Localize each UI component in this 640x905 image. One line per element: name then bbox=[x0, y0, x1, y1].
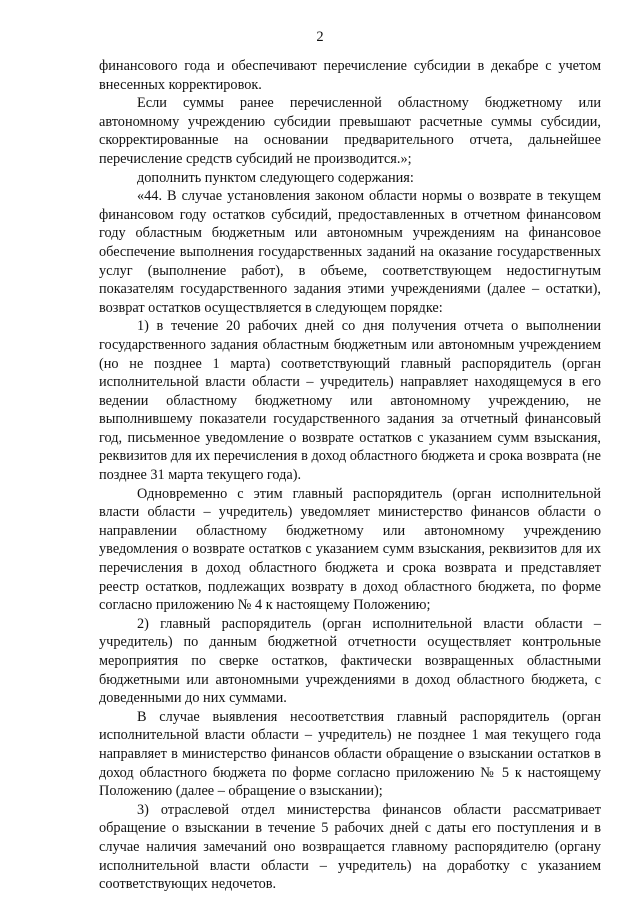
paragraph: Если суммы ранее перечисленной областному бюджетному или автономному учреждению субсидии превышают расчетные суммы субсидии, скорректированные на основании предварительного отчета, дальнейшее перечисление средств субсидий не производится.»; bbox=[99, 95, 601, 167]
paragraph: дополнить пунктом следующего содержания: bbox=[137, 169, 414, 186]
paragraph: 2) главный распорядитель (орган исполнительной власти области – учредитель) по данным бюджетной отчетности осуществляет контрольные мероприятия по сверке остатков, фактически возвращенных областными бюджетными или автономными учреждениями в доход областного бюджета, с доведенными до них суммами. bbox=[99, 615, 601, 707]
paragraph: 3) отраслевой отдел министерства финансов области рассматривает обращение о взыскании в течение 5 рабочих дней с даты его поступления и в случае наличия замечаний оно возвращается главному распорядителю (органу исполнительной власти области – учредитель) на доработку с указанием соответствующих недочетов. bbox=[99, 801, 601, 893]
paragraph: Одновременно с этим главный распорядитель (орган исполнительной власти области – учредитель) уведомляет министерство финансов области о направлении областному бюджетному или автономному учреждению уведомления о возврате остатков с указанием сумм взыскания, реквизитов для их перечисления в доход областного бюджета и срока возврата и представляет реестр остатков, подлежащих возврату в доход областного бюджета, по форме согласно приложению № 4 к настоящему Положению; bbox=[99, 485, 601, 614]
paragraph: финансового года и обеспечивают перечисление субсидии в декабре с учетом внесенных корректировок. bbox=[99, 58, 601, 93]
paragraph: 1) в течение 20 рабочих дней со дня получения отчета о выполнении государственного задания областным бюджетным или автономным учреждением (но не позднее 1 марта) соответствующий главный распорядитель (орган исполнительной власти области – учредитель) направляет находящемуся в его ведении областному бюджетному или автономному учреждению, не выполнившему показатели государственного задания за отчетный финансовый год, письменное уведомление о возврате остатков с указанием сумм взыскания, реквизитов для их перечисления в доход областного бюджета и срока возврата (не позднее 31 марта текущего года). bbox=[99, 318, 601, 484]
paragraph: «44. В случае установления законом области нормы о возврате в текущем финансовом году остатков субсидий, предоставленных в отчетном финансовом году областным бюджетным или автономным учреждениям на финансовое обеспечение выполнения государственных заданий на оказание государственных услуг (выполнение работ), в объеме, соответствующем недостигнутым показателям государственного задания этими учреждениями (далее – остатки), возврат остатков осуществляется в следующем порядке: bbox=[99, 188, 601, 316]
page-number: 2 bbox=[316, 29, 324, 45]
paragraph: В случае выявления несоответствия главный распорядитель (орган исполнительной власти области – учредитель) не позднее 1 мая текущего года направляет в министерство финансов области обращение о взыскании остатков в доход областного бюджета по форме согласно приложению № 5 к настоящему Положению (далее – обращение о взыскании); bbox=[99, 708, 601, 800]
document-body bbox=[99, 57, 601, 894]
